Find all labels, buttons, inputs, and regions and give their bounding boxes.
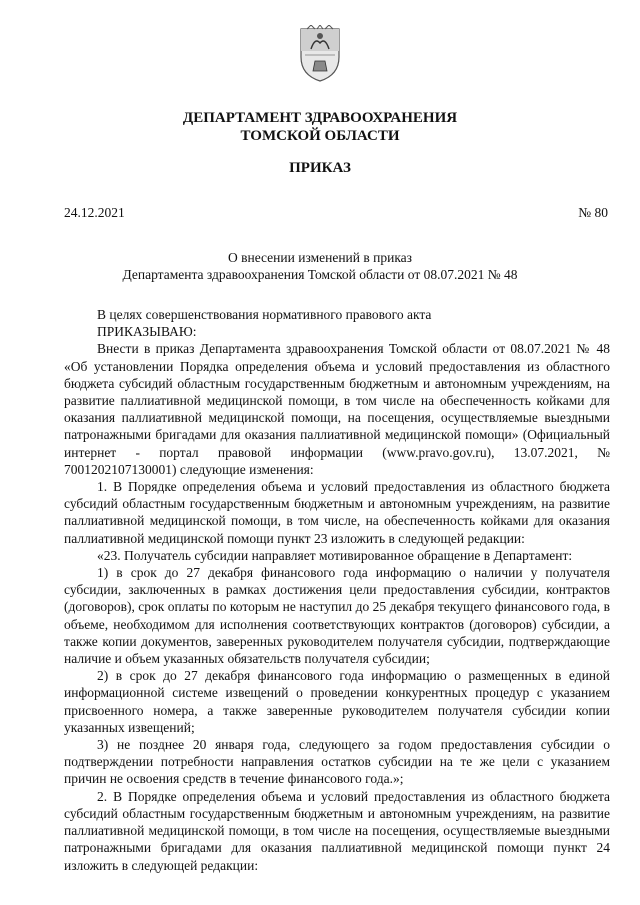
subject-line2: Департамента здравоохранения Томской области от 08.07.2021 № 48 <box>122 267 518 282</box>
department-name-line1: ДЕПАРТАМЕНТ ЗДРАВООХРАНЕНИЯ <box>182 110 458 126</box>
preamble-paragraph: В целях совершенствования нормативного правового акта <box>97 307 432 322</box>
order-directive: ПРИКАЗЫВАЮ: <box>97 324 197 340</box>
document-type-title: ПРИКАЗ <box>289 160 351 176</box>
body-paragraph: 3) не позднее 20 января года, следующего за годом предоставления субсидии о подтверждении потребности направления остатков субсидии на те же цели с указанием причин не освоения средств в течение финансового года.»; <box>64 737 610 787</box>
body-paragraph: «23. Получатель субсидии направляет мотивированное обращение в Департамент: <box>97 547 573 563</box>
body-paragraph: 2. В Порядке определения объема и условий предоставления из областного бюджета субсидий областным государственным бюджетным и автономным учреждениям, на развитие паллиативной медицинской помощи, в том числе на посещения, осуществляемые выездными патронажными бригадами для оказания паллиативной медицинской помощи пункт 24 изложить в следующей редакции: <box>64 788 610 873</box>
department-name-line2: ТОМСКОЙ ОБЛАСТИ <box>240 128 400 144</box>
body-paragraph: 1. В Порядке определения объема и условий предоставления из областного бюджета субсидий областным государственным бюджетным и автономным учреждениям, на развитие паллиативной медицинской помощи, в том числе, на обеспеченность койками для оказания паллиативной медицинской помощи пункт 23 изложить в следующей редакции: <box>64 479 610 546</box>
subject-line1: О внесении изменений в приказ <box>227 250 413 265</box>
document-body <box>64 306 610 874</box>
document-number: № 80 <box>578 205 608 220</box>
document-date: 24.12.2021 <box>64 205 125 220</box>
body-paragraph: 1) в срок до 27 декабря финансового года информацию о наличии у получателя субсидии, заключенных в рамках достижения цели предоставления субсидии, контрактов (договоров), срок оплаты по которым не наступил до 25 декабря текущего финансового года, в объеме, необходимом для исполнения соответствующих контрактов (договоров) субсидии, а также копии документов, заверенных руководителем получателя субсидии, подтверждающие наличие и объем указанных обязательств получателя субсидии; <box>64 565 610 667</box>
body-paragraph: 2) в срок до 27 декабря финансового года информацию о размещенных в единой информационной системе извещений о проведении конкурентных процедур с указанием присвоенного номера, а также заверенные руководителем получателя субсидии копии указанных извещений; <box>64 668 610 735</box>
coat-of-arms-icon <box>297 25 343 83</box>
body-paragraph: Внести в приказ Департамента здравоохранения Томской области от 08.07.2021 № 48 «Об установлении Порядка определения объема и условий предоставления из областного бюджета субсидий областным государственным бюджетным и автономным учреждениям, на развитие паллиативной медицинской помощи, в том числе на обеспеченность койками для оказания паллиативной медицинской помощи, на посещения, осуществляемые выездными патронажными бригадами для оказания паллиативной медицинской помощи» (Официальный интернет - портал правовой информации (www.pravo.gov.ru), 13.07.2021, № 7001202107130001) следующие изменения: <box>64 341 610 477</box>
